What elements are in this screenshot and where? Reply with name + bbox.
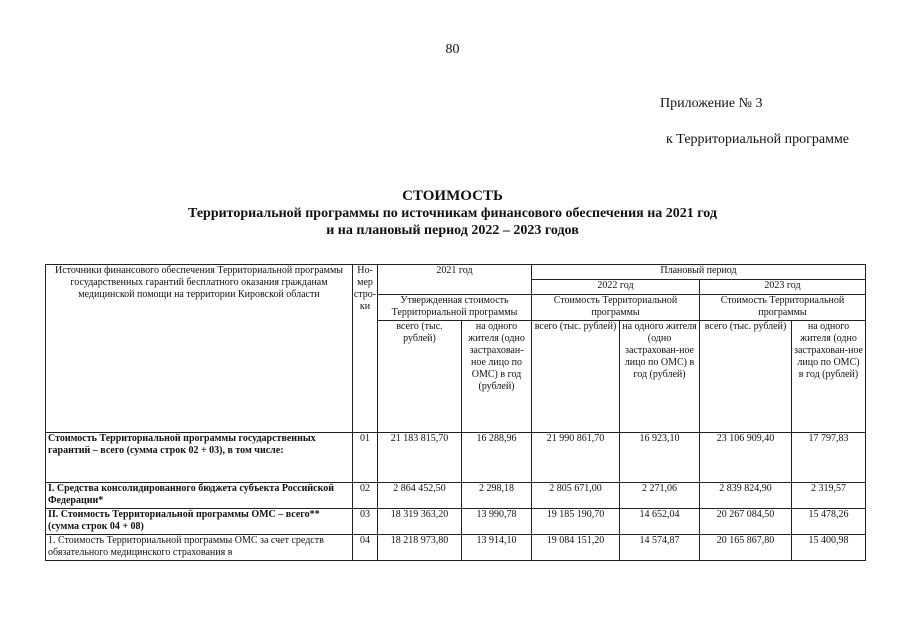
header-row-number: Но-мер стро-ки [353,265,378,433]
cell-value: 2 839 824,90 [700,483,792,509]
header-year-2023: 2023 год [700,280,866,295]
cell-value: 20 165 867,80 [700,535,792,561]
cell-value: 17 797,83 [792,433,866,483]
cell-value: 18 319 363,20 [378,509,462,535]
cell-value: 19 185 190,70 [532,509,620,535]
header-cost-2022: Стоимость Территориальной программы [532,295,700,321]
cell-value: 21 990 861,70 [532,433,620,483]
header-sources: Источники финансового обеспечения Территориальной программы государственных гарантий бесплатного оказания гражданам медицинской помощи на территории Кировской области [46,265,353,433]
header-per-resident-2021: на одного жителя (одно застрахован-ное лицо по ОМС) в год (рублей) [462,321,532,433]
header-cost-2023: Стоимость Территориальной программы [700,295,866,321]
header-per-resident-2022: на одного жителя (одно застрахован-ное лицо по ОМС) в год (рублей) [620,321,700,433]
cell-value: 15 400,98 [792,535,866,561]
header-total-2022: всего (тыс. рублей) [532,321,620,433]
cell-value: 21 183 815,70 [378,433,462,483]
document-subtitle-line1: Территориальной программы по источникам финансового обеспечения на 2021 год [188,206,717,221]
row-number: 03 [353,509,378,535]
cell-value: 13 914,10 [462,535,532,561]
cell-value: 2 805 671,00 [532,483,620,509]
table-row [46,433,866,483]
table-row [46,483,866,509]
cell-value: 15 478,26 [792,509,866,535]
cell-value: 16 923,10 [620,433,700,483]
row-number: 04 [353,535,378,561]
appendix-label: Приложение № 3 [660,96,763,111]
row-number: 02 [353,483,378,509]
cell-value: 2 298,18 [462,483,532,509]
cell-value: 20 267 084,50 [700,509,792,535]
header-year-2022: 2022 год [532,280,700,295]
header-year-2021: 2021 год [378,265,532,295]
cell-value: 16 288,96 [462,433,532,483]
cell-value: 14 652,04 [620,509,700,535]
cost-table [45,264,866,561]
cell-value: 18 218 973,80 [378,535,462,561]
cell-value: 2 271,06 [620,483,700,509]
cell-value: 23 106 909,40 [700,433,792,483]
row-label: II. Стоимость Территориальной программы ОМС – всего** (сумма строк 04 + 08) [46,509,353,535]
row-label: I. Средства консолидированного бюджета субъекта Российской Федерации* [46,483,353,509]
header-plan-period: Плановый период [532,265,866,280]
row-number: 01 [353,433,378,483]
header-approved-cost: Утвержденная стоимость Территориальной программы [378,295,532,321]
cell-value: 19 084 151,20 [532,535,620,561]
cell-value: 2 319,57 [792,483,866,509]
header-total-2023: всего (тыс. рублей) [700,321,792,433]
page-number: 80 [445,42,460,57]
appendix-target: к Территориальной программе [666,132,850,147]
document-subtitle-line2: и на плановый период 2022 – 2023 годов [326,223,579,238]
cell-value: 13 990,78 [462,509,532,535]
document-title: СТОИМОСТЬ [402,188,503,204]
header-per-resident-2023: на одного жителя (одно застрахован-ное лицо по ОМС) в год (рублей) [792,321,866,433]
table-row [46,535,866,561]
table-row [46,509,866,535]
cell-value: 2 864 452,50 [378,483,462,509]
header-total-2021: всего (тыс. рублей) [378,321,462,433]
row-label: 1. Стоимость Территориальной программы ОМС за счет средств обязательного медицинского страхования в [46,535,353,561]
row-label: Стоимость Территориальной программы государственных гарантий – всего (сумма строк 02 + 03), в том числе: [46,433,353,483]
cell-value: 14 574,87 [620,535,700,561]
